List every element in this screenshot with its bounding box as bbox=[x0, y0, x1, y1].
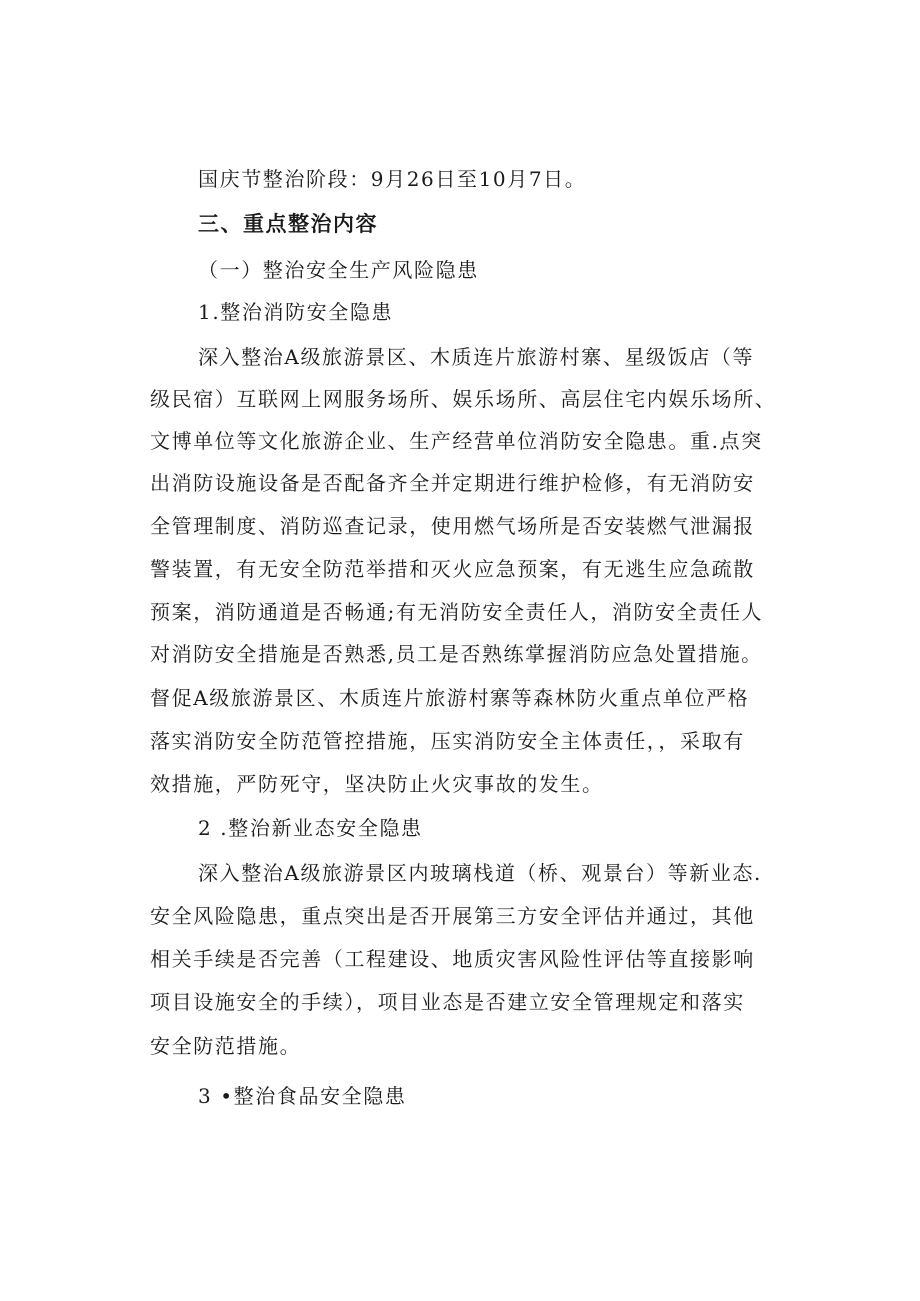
paragraph-line: 落实消防安全防范管控措施，压实消防安全主体责任，，采取有 bbox=[150, 729, 745, 753]
paragraph-line: 安全防范措施。 bbox=[150, 1034, 302, 1058]
paragraph-line: 出消防设施设备是否配备齐全并定期进行维护检修，有无消防安 bbox=[150, 471, 755, 495]
paragraph-line: 文博单位等文化旅游企业、生产经营单位消防安全隐患。重.点突 bbox=[150, 429, 763, 453]
paragraph-line: 项目设施安全的手续），项目业态是否建立安全管理规定和落实 bbox=[150, 990, 745, 1014]
paragraph-line: 预案，消防通道是否畅通;有无消防安全责任人，消防安全责任人 bbox=[150, 600, 764, 624]
paragraph-line: 效措施，严防死守，坚决防止火灾事故的发生。 bbox=[150, 772, 604, 796]
paragraph-line: 安全风险隐患，重点突出是否开展第三方安全评估并通过，其他 bbox=[150, 904, 755, 928]
subsection-heading: （一）整治安全生产风险隐患 bbox=[198, 258, 479, 282]
paragraph-line: 深入整治A级旅游景区、木质连片旅游村寨、星级饭店（等 bbox=[198, 345, 755, 369]
paragraph-line: 深入整治A级旅游景区内玻璃栈道（桥、观景台）等新业态. bbox=[198, 861, 763, 885]
item-heading-3: 3 •整治食品安全隐患 bbox=[198, 1084, 407, 1108]
paragraph-line: 对消防安全措施是否熟悉,员工是否熟练掌握消防应急处置措施。 bbox=[150, 642, 763, 666]
paragraph-line: 全管理制度、消防巡查记录，使用燃气场所是否安装燃气泄漏报 bbox=[150, 514, 755, 538]
paragraph-line: 督促A级旅游景区、木质连片旅游村寨等森林防火重点单位严格 bbox=[150, 686, 750, 710]
section-heading: 三、重点整治内容 bbox=[198, 212, 378, 236]
paragraph-line: 警装置，有无安全防范举措和灭火应急预案，有无逃生应急疏散 bbox=[150, 557, 755, 581]
stage-date-line: 国庆节整治阶段：9月26日至10月7日。 bbox=[198, 167, 587, 191]
item-heading-2: 2 .整治新业态安全隐患 bbox=[198, 816, 423, 840]
paragraph-line: 相关手续是否完善（工程建设、地质灾害风险性评估等直接影响 bbox=[150, 947, 755, 971]
paragraph-line: 级民宿）互联网上网服务场所、娱乐场所、高层住宅内娱乐场所、 bbox=[150, 387, 777, 411]
item-heading-1: 1.整治消防安全隐患 bbox=[198, 300, 394, 324]
